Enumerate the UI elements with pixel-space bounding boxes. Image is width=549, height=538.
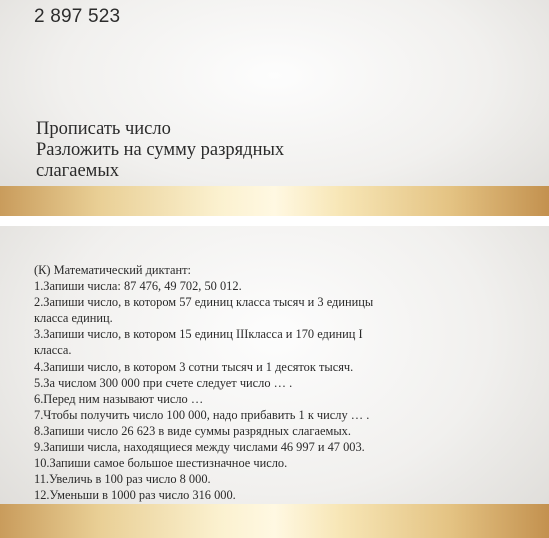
dictation-line: 6.Перед ним называют число … [34,391,204,406]
dictation-line: 7.Чтобы получить число 100 000, надо прибавить 1 к числу … . [34,407,370,422]
dictation-line: 8.Запиши число 26 623 в виде суммы разрядных слагаемых. [34,423,351,438]
slide-top [0,0,549,216]
dictation-line: класса. [34,343,72,358]
dictation-line: 3.Запиши число, в котором 15 единиц IIIкласса и 170 единиц I [34,327,363,342]
task-write-number: Прописать число [36,119,171,139]
dictation-line: 10.Запиши самое большое шестизначное число. [34,456,288,471]
dictation-line: класса единиц. [34,311,113,326]
task-decompose-line2: слагаемых [36,161,120,181]
task-decompose-line1: Разложить на сумму разрядных [36,140,285,160]
dictation-line: 12.Уменьши в 1000 раз число 316 000. [34,488,236,503]
number-heading: 2 897 523 [34,6,121,27]
gold-band-bottom [0,504,549,538]
dictation-title: (К) Математический диктант: [34,263,191,277]
dictation-line: 4.Запиши число, в котором 3 сотни тысяч и 1 десяток тысяч. [34,359,354,374]
math-dictation [34,262,504,503]
dictation-line: 11.Увеличь в 100 раз число 8 000. [34,472,211,487]
dictation-line: 5.За числом 300 000 при счете следует число … . [34,375,293,390]
gold-band-top [0,186,549,216]
task-list [36,119,356,182]
dictation-line: 2.Запиши число, в котором 57 единиц класса тысяч и 3 единицы [34,295,374,310]
dictation-line: 1.Запиши числа: 87 476, 49 702, 50 012. [34,279,242,294]
dictation-line: 9.Запиши числа, находящиеся между числами 46 997 и 47 003. [34,440,365,455]
